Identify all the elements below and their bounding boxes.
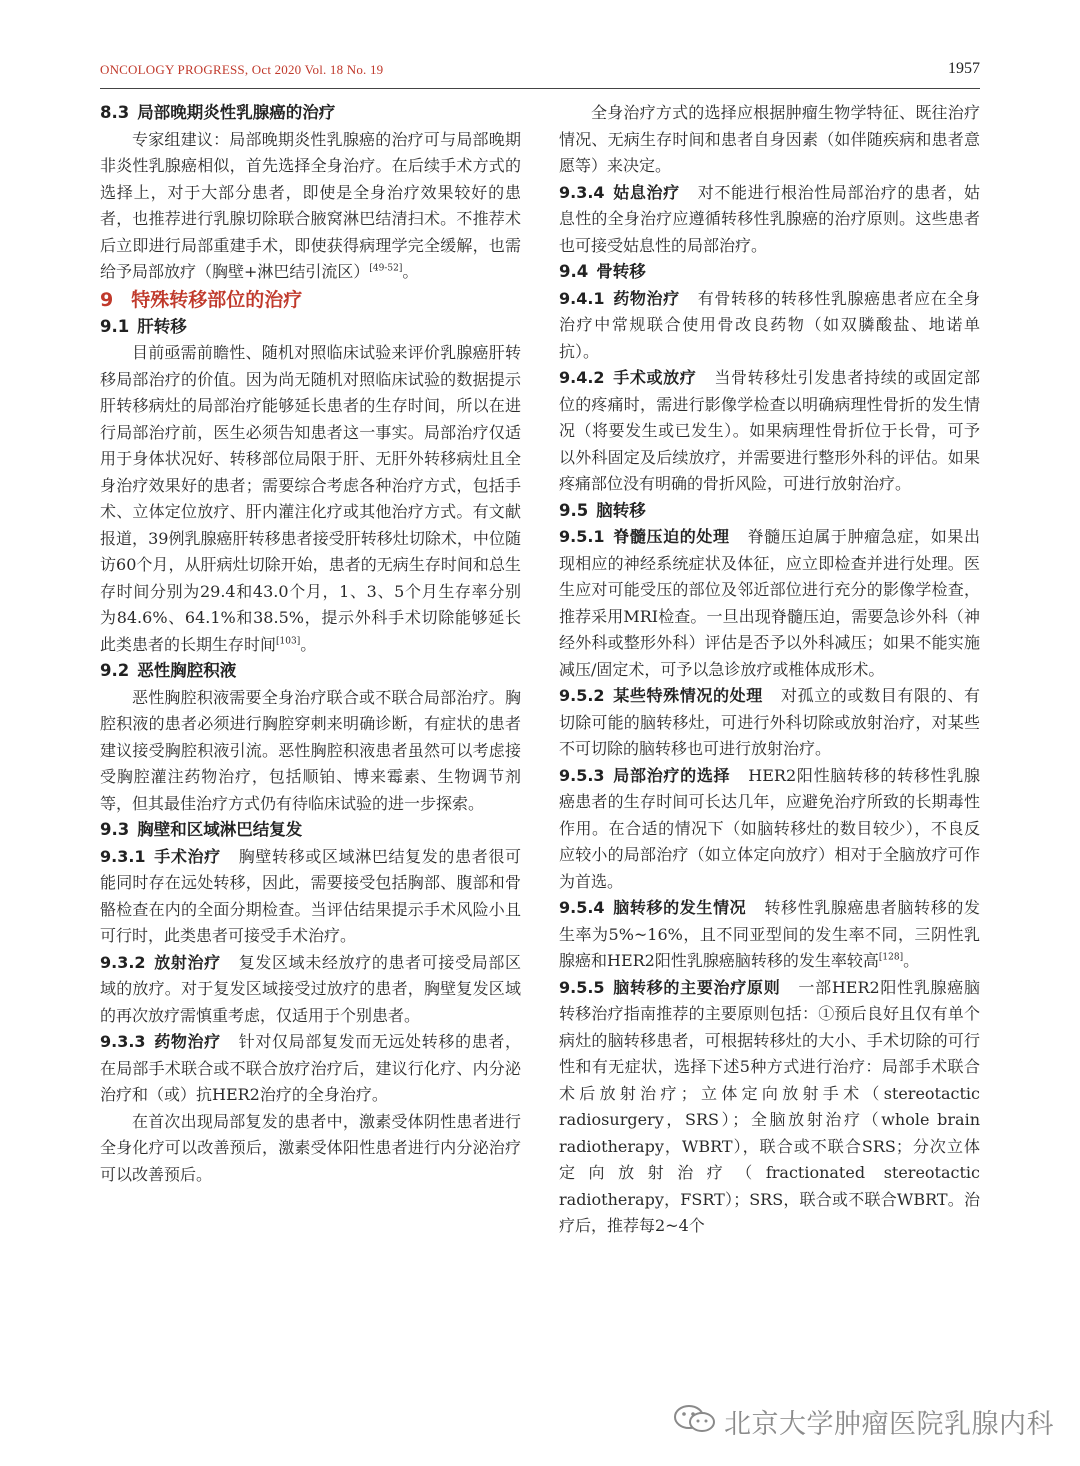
subsection-9-5-1: 9.5.1 脊髓压迫的处理 脊髓压迫属于肿瘤急症，如果出现相应的神经系统症状及体征，应立即检查并进行处理。医生应对可能受压的部位及邻近部位进行充分的影像学检查，推荐采用MRI检查。一旦出现脊髓压迫，需要急诊外科（神经外科或整形外科）评估是否予以外科减压；如果不能实施减压/固定术，可予以急诊放疗或椎体成形术。: [559, 527, 980, 679]
left-column: [100, 100, 521, 1188]
subsection-9-3-4: 9.3.4 姑息治疗 对不能进行根治性局部治疗的患者，姑息性的全身治疗应遵循转移性乳腺癌的治疗原则。这些患者也可接受姑息性的局部治疗。: [559, 182, 980, 255]
right-column: [559, 100, 980, 1240]
subsection-9-3-1: 9.3.1 手术治疗 胸壁转移或区域淋巴结复发的患者很可能同时存在远处转移，因此，需要接受包括胸部、腹部和骨骼检查在内的全面分期检查。当评估结果提示手术风险小且可行时，此类患者可接受手术治疗。: [100, 846, 521, 945]
subsection-9-5-5: 9.5.5 脑转移的主要治疗原则 一部HER2阳性乳腺癌脑转移治疗指南推荐的主要原则包括：①预后良好且仅有单个病灶的脑转移患者，可根据转移灶的大小、手术切除的可行性和有无症状，选择下述5种方式进行治疗：局部手术联合术后放射治疗；立体定向放射手术（stereotactic radiosurgery，SRS）；全脑放射治疗（whole brain radiotherapy，WBRT），联合或不联合SRS；分次立体定向放射治疗（fractionated stereotactic radiotherapy，FSRT）；SRS，联合或不联合WBRT。治疗后，推荐每2~4个: [559, 977, 980, 1235]
paragraph: 全身治疗方式的选择应根据肿瘤生物学特征、既往治疗情况、无病生存时间和患者自身因素（如伴随疾病和患者意愿等）来决定。: [559, 103, 980, 175]
subsection-9-5-4: 9.5.4 脑转移的发生情况 转移性乳腺癌患者脑转移的发生率为5%~16%，且不同亚型间的发生率不同，三阴性乳腺癌和HER2阳性乳腺癌脑转移的发生率较高[128]。: [559, 898, 980, 970]
citation: [49-52]: [369, 263, 403, 274]
subsection-9-3-2: 9.3.2 放射治疗 复发区域未经放疗的患者可接受局部区域的放疗。对于复发区域接受过放疗的患者，胸壁复发区域的再次放疗需慎重考虑，仅适用于个别患者。: [100, 952, 521, 1025]
section-heading-8-3: 8.3 局部晚期炎性乳腺癌的治疗: [100, 103, 336, 122]
wechat-icon: [672, 1404, 718, 1434]
paragraph: 恶性胸腔积液需要全身治疗联合或不联合局部治疗。胸腔积液的患者必须进行胸腔穿刺来明确诊断，有症状的患者建议接受胸腔积液引流。恶性胸腔积液患者虽然可以考虑接受胸腔灌注药物治疗，包括顺铂、博来霉素、生物调节剂等，但其最佳治疗方式仍有待临床试验的进一步探索。: [100, 687, 521, 813]
subsection-9-5-2: 9.5.2 某些特殊情况的处理 对孤立的或数目有限的、有切除可能的脑转移灶，可进行外科切除或放射治疗，对某些不可切除的脑转移也可进行放射治疗。: [559, 686, 980, 758]
paragraph: 在首次出现局部复发的患者中，激素受体阴性患者进行全身化疗可以改善预后，激素受体阳性患者进行内分泌治疗可以改善预后。: [100, 1111, 521, 1184]
section-heading-9-5: 9.5 脑转移: [559, 500, 646, 520]
section-heading-9-1: 9.1 肝转移: [100, 316, 187, 336]
journal-citation: ONCOLOGY PROGRESS, Oct 2020 Vol. 18 No. 19: [100, 62, 384, 77]
paragraph: 专家组建议：局部晚期炎性乳腺癌的治疗可与局部晚期非炎性乳腺癌相似，首先选择全身治疗。在后续手术方式的选择上，对于大部分患者，即使是全身治疗效果较好的患者，也推荐进行乳腺切除联合腋窝淋巴结清扫术。不推荐术后立即进行局部重建手术，即使获得病理学完全缓解，也需给予局部放疗（胸壁+淋巴结引流区）[49-52]。: [100, 129, 521, 281]
running-head: [100, 62, 980, 82]
citation: [128]: [878, 952, 904, 963]
section-heading-9-4: 9.4 骨转移: [559, 262, 646, 281]
page-number: 1957: [948, 60, 980, 77]
subsection-9-4-2: 9.4.2 手术或放疗 当骨转移灶引发患者持续的或固定部位的疼痛时，需进行影像学检查以明确病理性骨折的发生情况（将要发生或已发生）。如果病理性骨折位于长骨，可予以外科固定及后续放疗，并需要进行整形外科的评估。如果疼痛部位没有明确的骨折风险，可进行放射治疗。: [559, 368, 980, 493]
section-heading-9-3: 9.3 胸壁和区域淋巴结复发: [100, 820, 303, 839]
citation: [103]: [276, 636, 301, 647]
watermark-text: 北京大学肿瘤医院乳腺内科: [724, 1409, 1054, 1440]
subsection-9-5-3: 9.5.3 局部治疗的选择 HER2阳性脑转移的转移性乳腺癌患者的生存时间可长达几年，应避免治疗所致的长期毒性作用。在合适的情况下（如脑转移灶的数目较少），不良反应较小的局部治疗（如立体定向放疗）相对于全脑放疗可作为首选。: [559, 765, 980, 891]
section-heading-9: 9 特殊转移部位的治疗: [100, 288, 303, 311]
subsection-9-4-1: 9.4.1 药物治疗 有骨转移的转移性乳腺癌患者应在全身治疗中常规联合使用骨改良药物（如双膦酸盐、地诺单抗）。: [559, 288, 980, 361]
section-heading-9-2: 9.2 恶性胸腔积液: [100, 661, 237, 680]
watermark: [672, 1400, 1052, 1440]
paragraph: 目前亟需前瞻性、随机对照临床试验来评价乳腺癌肝转移局部治疗的价值。因为尚无随机对照临床试验的数据提示肝转移病灶的局部治疗能够延长患者的生存时间，所以在进行局部治疗前，医生必须告知患者这一事实。局部治疗仅适用于身体状况好、转移部位局限于肝、无肝外转移病灶且全身治疗效果好的患者；需要综合考虑各种治疗方式，包括手术、立体定位放疗、肝内灌注化疗或其他治疗方式。有文献报道，39例乳腺癌肝转移患者接受肝转移灶切除术，中位随访60个月，从肝病灶切除开始，患者的无病生存时间和总生存时间分别为29.4和43.0个月，1、3、5个月生存率分别为84.6%、64.1%和38.5%，提示外科手术切除能够延长此类患者的长期生存时间[103]。: [100, 343, 521, 654]
header-rule: [100, 88, 980, 89]
subsection-9-3-3: 9.3.3 药物治疗 针对仅局部复发而无远处转移的患者，在局部手术联合或不联合放疗治疗后，建议行化疗、内分泌治疗和（或）抗HER2治疗的全身治疗。: [100, 1032, 521, 1104]
